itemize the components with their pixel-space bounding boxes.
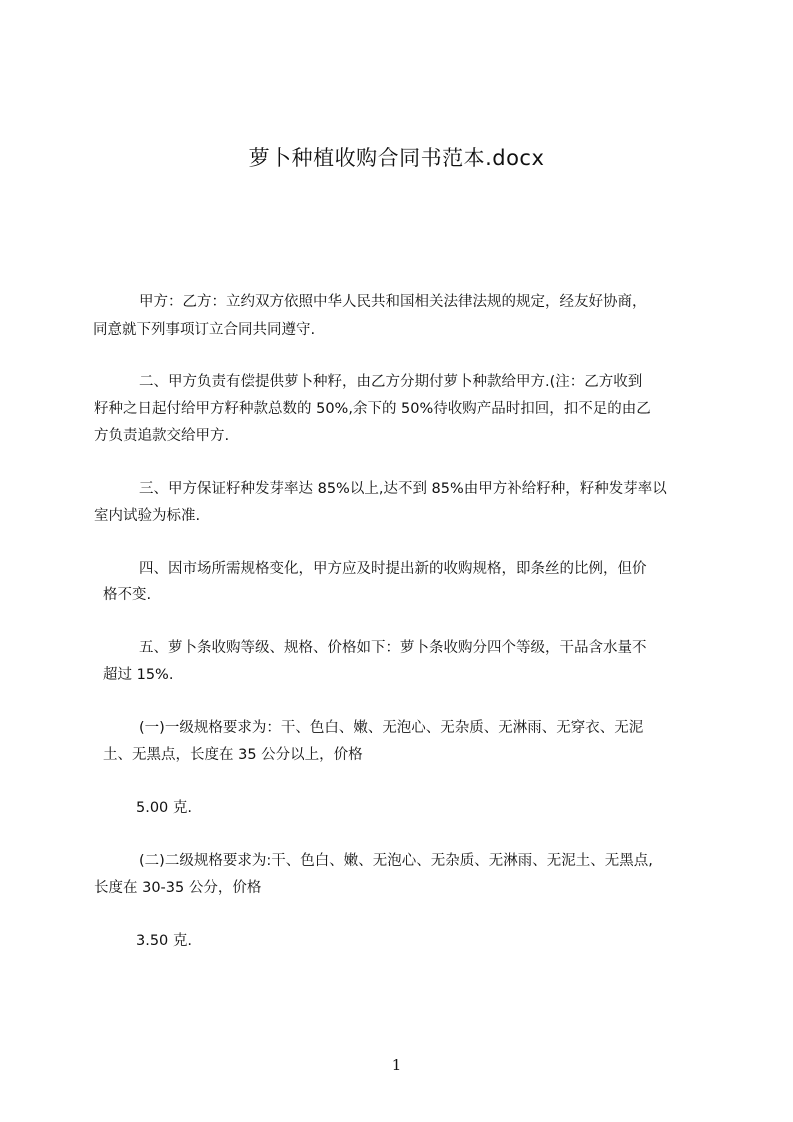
paragraph-2-line-1: 二、甲方负责有偿提供萝卜种籽，由乙方分期付萝卜种款给甲方.(注：乙方收到 <box>139 374 643 390</box>
paragraph-7-line-1: (二)二级规格要求为:干、色白、嫩、无泡心、无杂质、无淋雨、无泥土、无黑点, <box>139 853 653 869</box>
paragraph-4-line-1: 四、因市场所需规格变化，甲方应及时提出新的收购规格，即条丝的比例，但价 <box>139 561 647 577</box>
paragraph-7-line-2: 长度在 30-35 公分，价格 <box>94 880 262 896</box>
paragraph-2-line-3: 方负责追款交给甲方. <box>94 428 230 444</box>
paragraph-6-line-1: (一)一级规格要求为：干、色白、嫩、无泡心、无杂质、无淋雨、无穿衣、无泥 <box>139 720 644 736</box>
paragraph-1-line-2: 同意就下列事项订立合同共同遵守. <box>93 322 316 338</box>
price-second-grade: 3.50 克. <box>136 933 193 949</box>
paragraph-4-line-2: 格不变. <box>103 587 152 603</box>
document-title: 萝卜种植收购合同书范本.docx <box>248 146 545 170</box>
page-number: 1 <box>391 1056 402 1074</box>
price-first-grade: 5.00 克. <box>136 800 193 816</box>
paragraph-1-line-1: 甲方：乙方：立约双方依照中华人民共和国相关法律法规的规定，经友好协商， <box>139 294 647 310</box>
paragraph-5-line-2: 超过 15%. <box>103 667 174 683</box>
paragraph-5-line-1: 五、萝卜条收购等级、规格、价格如下：萝卜条收购分四个等级，干品含水量不 <box>139 640 647 656</box>
paragraph-3-line-1: 三、甲方保证籽种发芽率达 85%以上,达不到 85%由甲方补给籽种，籽种发芽率以 <box>139 481 667 497</box>
paragraph-6-line-2: 土、无黑点，长度在 35 公分以上，价格 <box>103 747 363 763</box>
paragraph-2-line-2: 籽种之日起付给甲方籽种款总数的 50%,余下的 50%待收购产品时扣回，扣不足的由乙 <box>94 401 651 417</box>
paragraph-3-line-2: 室内试验为标准. <box>94 508 201 524</box>
